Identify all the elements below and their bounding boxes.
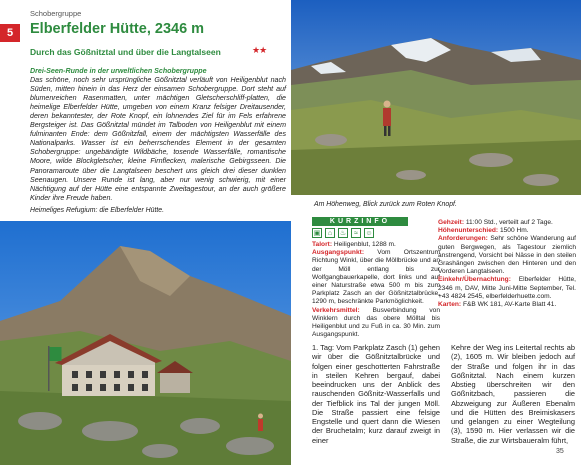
swim-icon: ≈ xyxy=(351,228,361,238)
page-subtitle: Durch das Gößnitztal und über die Langtalseen xyxy=(30,47,221,57)
running-head: Schobergruppe xyxy=(30,9,82,18)
info-anforderungen: Anforderungen: Sehr schöne Wanderung auf guten Bergwegen, als Tagestour ziemlich anstrengend, Vorsicht bei Nässe in den steilen Grashängen zwischen den Hinteren und den Vorderen Langtalseen. xyxy=(438,235,576,276)
kurzinfo-col-left xyxy=(312,241,440,339)
page-number: 35 xyxy=(556,448,564,455)
info-gehzeit: Gehzeit: 11:00 Std., verteilt auf 2 Tage. xyxy=(438,219,553,226)
page-title: Elberfelder Hütte, 2346 m xyxy=(30,21,205,37)
route-text-col2: Kehre der Weg ins Leitertal rechts ab (2), 1605 m. Wir bleiben jedoch auf der Straße und folgen ihr in das Gößnitztal. Nach einem kurzen Abstieg überschreiten wir den Gößnitzbach, passieren die Abzweigung zur Äußeren Ebenalm und die Hütten des Breimiskasers und gelangen zu einer Wegteilung (3), 1590 m. Hier verlassen wir die Straße, die zur Wirtsbaueralm führt, xyxy=(451,343,575,445)
caption-left: Heimeliges Refugium: die Elberfelder Hütte. xyxy=(30,207,165,214)
intro-heading: Drei-Seen-Runde in der urweltlichen Schobergruppe xyxy=(30,67,207,75)
info-einkehr: Einkehr/Übernachtung: Elberfelder Hütte, 2346 m, DAV, Mitte Juni-Mitte September, Tel. +43 4824 2545, elberfelderhuette.com. xyxy=(438,276,576,300)
hut-photo-image xyxy=(0,221,291,465)
hut-icon: ⌂ xyxy=(325,228,335,238)
kurzinfo-col-right xyxy=(438,219,576,309)
kurzinfo-header: KURZINFO xyxy=(312,217,408,226)
info-verkehrsmittel: Verkehrsmittel: Busverbindung von Winklern durch das obere Mölltal bis Heiligenblut und zu Fuß in ca. 30 Min. zum Ausgangspunkt. xyxy=(312,306,440,339)
kids-icon: ☺ xyxy=(365,229,373,237)
kurzinfo-icons xyxy=(312,228,374,238)
tour-number-badge: 5 xyxy=(0,24,20,42)
info-karten: Karten: F&B WK 181, AV-Karte Blatt 41. xyxy=(438,301,557,309)
intro-text xyxy=(30,67,286,203)
bus-icon: ▣ xyxy=(313,230,321,237)
meal-icon: ♨ xyxy=(339,230,347,237)
hut-photo xyxy=(0,221,291,465)
intro-body: Das schöne, noch sehr ursprüngliche Gößnitztal verläuft von Heiligenblut nach Süden, mitten hinein in das Herz der einsamen Schobergruppe. Dort steht auf blumenreichen Rasenmatten, unter mächtigen Gletscherschliff-platten, die heimelige Elberfelder Hütte, umgeben von einem Kranz felsiger Dreitausender, deren bekanntester, der Rote Knopf, ein lohnendes Ziel für im Fels erfahrene Bergsteiger ist. Das Gößnitztal mündet im Talboden von Heiligenblut mit einem fulminanten Ende: dem Gößnitzfall, einem der mächtigsten Wasserfälle des Nationalparks. Wasser ist ein beherrschendes Element in der gesamten Schobergruppe: ungebändigte Wildbäche, tosende Wasserfälle, romantische Moore, wilde Blockgletscher, kleine Firnflecken, malerische Gebirgsseen. Die Panoramaroute über die Langtalseen beschert uns gleich drei dieser dunklen Seenaugen. Unsere Runde ist lang, aber nur wenig schwierig, mit einer Nächtigung auf der Hütte eine entspannte Zweitagestour, an der auch größere Kinder ihre Freude haben. xyxy=(30,76,286,202)
difficulty-stars: ★★ xyxy=(252,45,267,55)
info-hoehenunterschied: Höhenunterschied: 1500 Hm. xyxy=(438,227,529,235)
mountain-photo xyxy=(291,0,581,195)
route-text-col1: 1. Tag: Vom Parkplatz Zasch (1) gehen wir über die Gößnitztalbrücke und folgen einer geschotterten Fahrstraße in steilen Kehren bergauf, dabei beeindrucken uns der Anblick des rauschenden Gößnitz-Wasserfalls und der Tiefblick ins Tal der jungen Möll. Die Straße passiert eine felsige Engstelle und quert dann die Wiesen der Bruchetalm; kurz darauf zweigt in einer xyxy=(312,343,440,445)
info-ausgangspunkt: Ausgangspunkt: Vom Ortszentrum Richtung Winkl, über die Möllbrücke und an der Möll entlang bis zur Wolfgangbauerkapelle, dort links und auf einer Naturstraße etwa 500 m bis zum Parkplatz Zasch an der Gößnitztalbrücke, 1290 m, beschränkte Parkmöglichkeit. xyxy=(312,249,440,306)
info-talort: Talort: Heiligenblut, 1288 m. xyxy=(312,241,396,248)
caption-right: Am Höhenweg, Blick zurück zum Roten Knopf. xyxy=(314,201,457,208)
mountain-photo-image xyxy=(291,0,581,195)
